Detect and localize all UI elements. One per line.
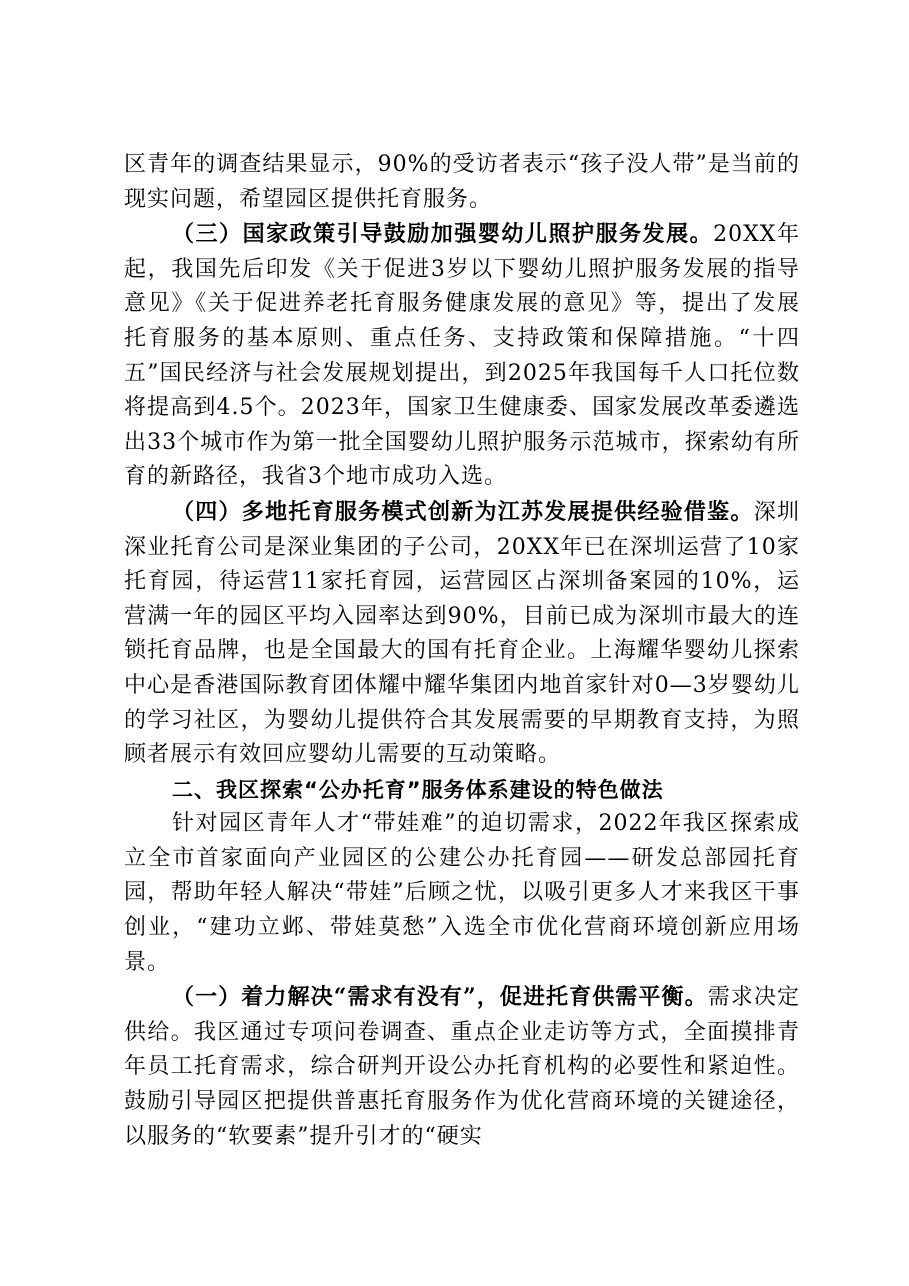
paragraph-model-innovation	[124, 495, 800, 773]
section-heading: 二、我区探索“公办托育”服务体系建设的特色做法	[172, 777, 664, 802]
paragraph-text: 需求决定供给。我区通过专项问卷调查、重点企业走访等方式，全面摸排青年员工托育需求，综合研判开设公办托育机构的必要性和紧迫性。鼓励引导园区把提供普惠托育服务作为优化营商环境的关键途径，以服务的“软要素”提升引才的“硬实	[124, 985, 800, 1149]
paragraph-text: 区青年的调查结果显示，90%的受访者表示“孩子没人带”是当前的现实问题，希望园区提供托育服务。	[124, 152, 800, 212]
document-body	[124, 148, 800, 1154]
paragraph-supply-demand	[124, 980, 800, 1154]
paragraph-text: 深圳深业托育公司是深业集团的子公司，20XX年已在深圳运营了10家托育园，待运营11家托育园，运营园区占深圳备案园的10%，运营满一年的园区平均入园率达到90%，目前已成为深圳市最大的连锁托育品牌，也是全国最大的国有托育企业。上海耀华婴幼儿探索中心是香港国际教育团体耀中耀华集团内地首家针对0—3岁婴幼儿的学习社区，为婴幼儿提供符合其发展需要的早期教育支持，为照顾者展示有效回应婴幼儿需要的互动策略。	[124, 499, 800, 768]
paragraph-text: 20XX年起，我国先后印发《关于促进3岁以下婴幼儿照护服务发展的指导意见》《关于促进养老托育服务健康发展的意见》等，提出了发展托育服务的基本原则、重点任务、支持政策和保障措施。“十四五”国民经济与社会发展规划提出，到2025年我国每千人口托位数将提高到4.5个。2023年，国家卫生健康委、国家发展改革委遴选出33个城市作为第一批全国婴幼儿照护服务示范城市，探索幼有所育的新路径，我省3个地市成功入选。	[124, 222, 800, 490]
paragraph-survey-result	[124, 148, 800, 217]
paragraph-lead-heading: （四）多地托育服务模式创新为江苏发展提供经验借鉴。	[172, 498, 754, 525]
paragraph-text: 针对园区青年人才“带娃难”的迫切需求，2022年我区探索成立全市首家面向产业园区的公建公办托育园——研发总部园托育园，帮助年轻人解决“带娃”后顾之忧，以吸引更多人才来我区干事创业，“建功立邺、带娃莫愁”入选全市优化营商环境创新应用场景。	[124, 811, 800, 975]
paragraph-lead-heading: （一）着力解决“需求有没有”，促进托育供需平衡。	[172, 984, 708, 1011]
paragraph-national-policy	[124, 217, 800, 495]
paragraph-lead-heading: （三）国家政策引导鼓励加强婴幼儿照护服务发展。	[172, 221, 714, 248]
paragraph-public-nursery	[124, 807, 800, 980]
